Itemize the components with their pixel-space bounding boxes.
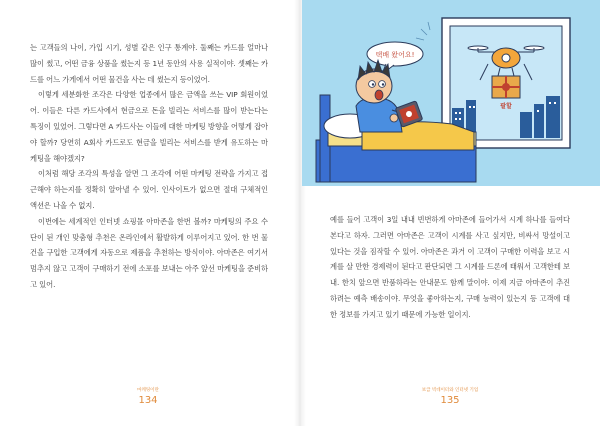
running-title: 보급 빅데이터와 인터넷 기업 <box>421 388 479 393</box>
paragraph: 는 고객들의 나이, 가입 시기, 성별 같은 인구 통계야. 둘째는 카드를 얼마나 많이 썼고, 어떤 금융 상품을 썼는지 등 1년 동안의 사용 실적이야. 셋째는 카드를 어느 가게에서 어떤 물건을 사는 데 썼는지 등이었어. <box>30 43 268 84</box>
paragraph: 이렇게 세분화한 조각은 다양한 업종에서 많은 금액을 쓰는 VIP 회원이었어. 이들은 다른 카드사에서 현금으로 돈을 빌리는 서비스를 많이 받는다는 특징이 있었어. 그렇다면 A 카드사는 이들에 대한 마케팅 방향을 어떻게 잡아야 할까? 당연히 A회사 카드로도 현금을 빌리는 서비스를 받게 유도하는 마케팅을 해야겠지? <box>30 90 268 163</box>
paragraph: 예를 들어 고객이 3일 내내 빈번하게 아마존에 들어가서 시계 하나를 들여다본다고 하자. 그러면 아마존은 고객이 시계를 사고 싶지만, 비싸서 망설이고 있다는 것을 짐작할 수 있어. 아마존은 과거 이 고객이 구매한 이력을 보고 시계를 살 만한 경제력이 된다고 판단되면 그 시계를 드론에 태워서 고객한테 보내. 한치 앞으면 반품하라는 안내문도 함께 말이야. 이제 지금 아마존이 추진하려는 예측 배송이야. 무엇을 좋아하는지, 구매 능력이 있는지 등 고객에 대한 정보를 가지고 있기 때문에 가능한 일이지. <box>330 215 570 319</box>
paragraph: 이처럼 해당 조각의 특성을 알면 그 조각에 어떤 마케팅 전략을 가지고 접근해야 하는지를 정확히 알아낼 수 있어. 인사이트가 없으면 절대 구체적인 액션은 나올 수 없지. <box>30 169 268 210</box>
right-body-text <box>330 212 570 323</box>
paragraph: 이번에는 세계적인 인터넷 쇼핑몰 아마존을 한번 볼까? 마케팅의 주요 수단이 된 개인 맞춤형 추천은 온라인에서 활발하게 이루어지고 있어. 한 번 물건을 구입한 고객에게 자동으로 제품을 추천하는 방식이야. 아마존은 여기서 멈추지 않고 고객이 구매하기 전에 소포를 보내는 아주 앞선 마케팅을 준비하고 있어. <box>30 216 268 289</box>
right-footer <box>400 387 500 408</box>
left-body-text <box>30 40 268 293</box>
running-title: 마케팅이란 <box>137 388 159 393</box>
page-number: 135 <box>440 395 460 406</box>
speech-bubble-text: 택배 왔어요! <box>375 51 415 59</box>
right-page <box>300 0 600 426</box>
left-footer <box>128 387 168 408</box>
page-number: 134 <box>138 395 158 406</box>
billboard-text: 팔할 <box>500 103 512 110</box>
